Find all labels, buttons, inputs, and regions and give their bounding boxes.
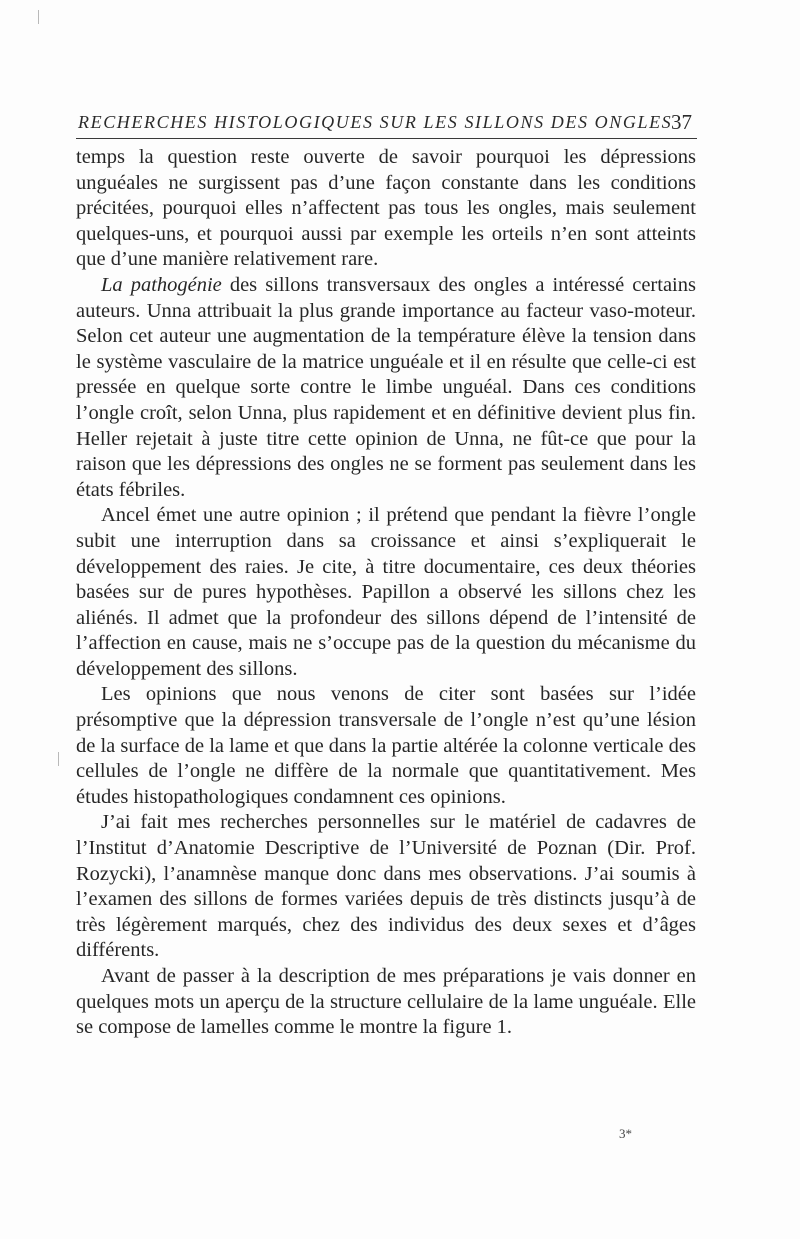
paragraph-continuation: [76, 145, 696, 273]
page-edge-mark-mid: [58, 752, 59, 766]
paragraph-3-text: Ancel émet une autre opinion ; il prétend que pendant la fièvre l’ongle subit une interruption dans sa croissance et ainsi s’expliquerait le développement des raies. Je cite, à titre documentaire, ces deux théories basées sur de pures hypothèses. Papillon a observé les sillons chez les aliénés. Il admet que la profondeur des sillons dépend de l’intensité de l’affection en cause, mais ne s’occupe pas de la question du mécanisme du développement des sillons.: [76, 504, 696, 680]
paragraph-2-text: des sillons transversaux des ongles a intéressé certains auteurs. Unna attribuait la plus grande importance au facteur vaso-moteur. Selon cet auteur une augmentation de la température élève la tension dans le système vasculaire de la matrice unguéale et il en résulte que celle-ci est pressée en quelque sorte contre le limbe unguéal. Dans ces conditions l’ongle croît, selon Unna, plus rapidement et en définitive devient plus fin. Heller rejetait à juste titre cette opinion de Unna, ne fût-ce que pour la raison que les dépressions des ongles ne se forment pas seulement dans les états fébriles.: [76, 273, 696, 501]
paragraph-opinions: [76, 682, 696, 810]
running-title: RECHERCHES HISTOLOGIQUES SUR LES SILLONS DES ONGLES: [78, 112, 673, 132]
paragraph-1-text: temps la question reste ouverte de savoir pourquoi les dépressions unguéales ne surgissent pas d’une façon constante dans les conditions précitées, pourquoi elles n’affectent pas tous les ongles, mais seulement quelques-uns, et pourquoi aussi par exemple les orteils n’en sont atteints que d’une manière relativement rare.: [76, 146, 696, 271]
page-header: [76, 104, 697, 139]
page-number: 37: [671, 110, 692, 134]
paragraph-pathogenie: [76, 273, 696, 503]
paragraph-ancel: [76, 503, 696, 682]
paragraph-2-italic-lead: La pathogénie: [101, 273, 222, 296]
paragraph-avant: [76, 964, 696, 1041]
signature-mark: 3*: [619, 1126, 632, 1141]
paragraph-5-text: J’ai fait mes recherches personnelles sur le matériel de cadavres de l’Institut d’Anatomie Descriptive de l’Université de Poznan (Dir. Prof. Rozycki), l’anamnèse manque donc dans mes observations. J’ai soumis à l’examen des sillons de formes variées depuis de très distincts jusqu’à de très légèrement marqués, chez des individus des deux sexes et d’âges différents.: [76, 811, 696, 962]
paragraph-recherches: [76, 810, 696, 964]
page-edge-mark-top: [38, 10, 39, 24]
body-text: [76, 145, 696, 1041]
paragraph-6-text: Avant de passer à la description de mes préparations je vais donner en quelques mots un aperçu de la structure cellulaire de la lame unguéale. Elle se compose de lamelles comme le montre la figure 1.: [76, 965, 696, 1039]
paragraph-4-text: Les opinions que nous venons de citer sont basées sur l’idée présomptive que la dépression transversale de l’ongle n’est qu’une lésion de la surface de la lame et que dans la partie altérée la colonne verticale des cellules de l’ongle ne diffère de la normale que quantitativement. Mes études histopathologiques condamnent ces opinions.: [76, 683, 696, 808]
